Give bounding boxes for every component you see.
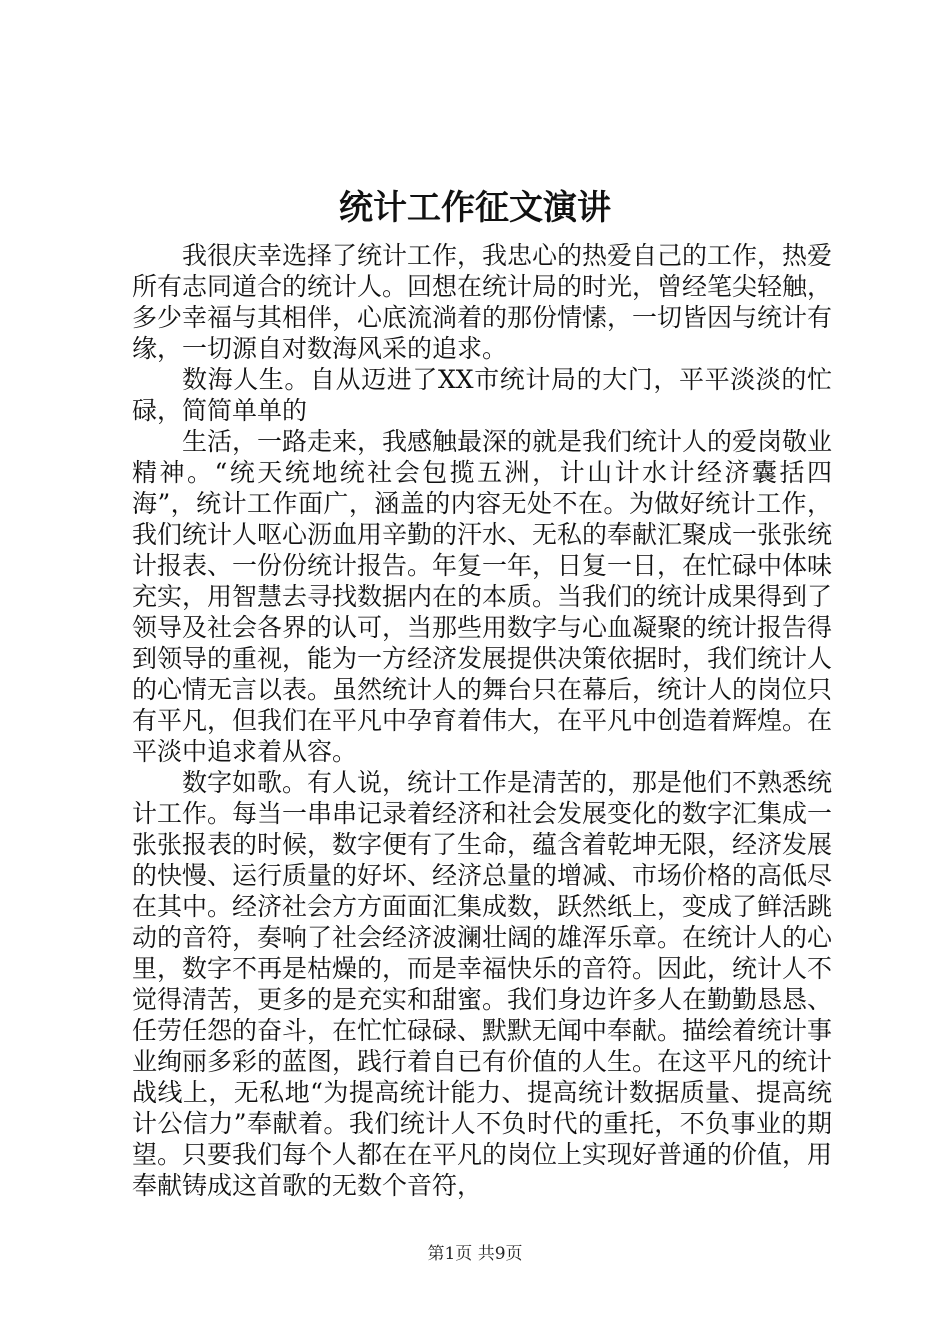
paragraph-intro: 我很庆幸选择了统计工作，我忠心的热爱自己的工作，热爱所有志同道合的统计人。回想在统计局的时光，曾经笔尖轻触，多少幸福与其相伴，心底流淌着的那份情愫，一切皆因与统计有缘，一切源自对数海风采的追求。 xyxy=(132,241,833,363)
document-title: 统计工作征文演讲 xyxy=(339,188,611,228)
paragraph-shenghuo: 生活，一路走来，我感触最深的就是我们统计人的爱岗敬业精神。“统天统地统社会包揽五洲，计山计水计经济囊括四海”，统计工作面广，涵盖的内容无处不在。为做好统计工作，我们统计人呕心沥血用辛勤的汗水、无私的奉献汇聚成一张张统计报表、一份份统计报告。年复一年，日复一日，在忙碌中体味充实，用智慧去寻找数据内在的本质。当我们的统计成果得到了领导及社会各界的认可，当那些用数字与心血凝聚的统计报告得到领导的重视，能为一方经济发展提供决策依据时，我们统计人的心情无言以表。虽然统计人的舞台只在幕后，统计人的岗位只有平凡，但我们在平凡中孕育着伟大，在平凡中创造着辉煌。在平淡中追求着从容。 xyxy=(132,427,833,766)
page-footer: 第1页 共9页 xyxy=(427,1244,523,1264)
paragraph-shuzi-ruge: 数字如歌。有人说，统计工作是清苦的，那是他们不熟悉统计工作。每当一串串记录着经济和社会发展变化的数字汇集成一张张报表的时候，数字便有了生命，蕴含着乾坤无限，经济发展的快慢、运行质量的好坏、经济总量的增减、市场价格的高低尽在其中。经济社会方方面面汇集成数，跃然纸上，变成了鲜活跳动的音符，奏响了社会经济波澜壮阔的雄浑乐章。在统计人的心里，数字不再是枯燥的，而是幸福快乐的音符。因此，统计人不觉得清苦，更多的是充实和甜蜜。我们身边许多人在勤勤恳恳、任劳任怨的奋斗，在忙忙碌碌、默默无闻中奉献。描绘着统计事业绚丽多彩的蓝图，践行着自已有价值的人生。在这平凡的统计战线上，无私地“为提高统计能力、提高统计数据质量、提高统计公信力”奉献着。我们统计人不负时代的重托，不负事业的期望。只要我们每个人都在在平凡的岗位上实现好普通的价值，用奉献铸成这首歌的无数个音符， xyxy=(132,768,833,1200)
document-body xyxy=(132,240,832,1201)
paragraph-shuhai-rensheng: 数海人生。自从迈进了XX市统计局的大门，平平淡淡的忙碌，简简单单的 xyxy=(132,365,832,425)
